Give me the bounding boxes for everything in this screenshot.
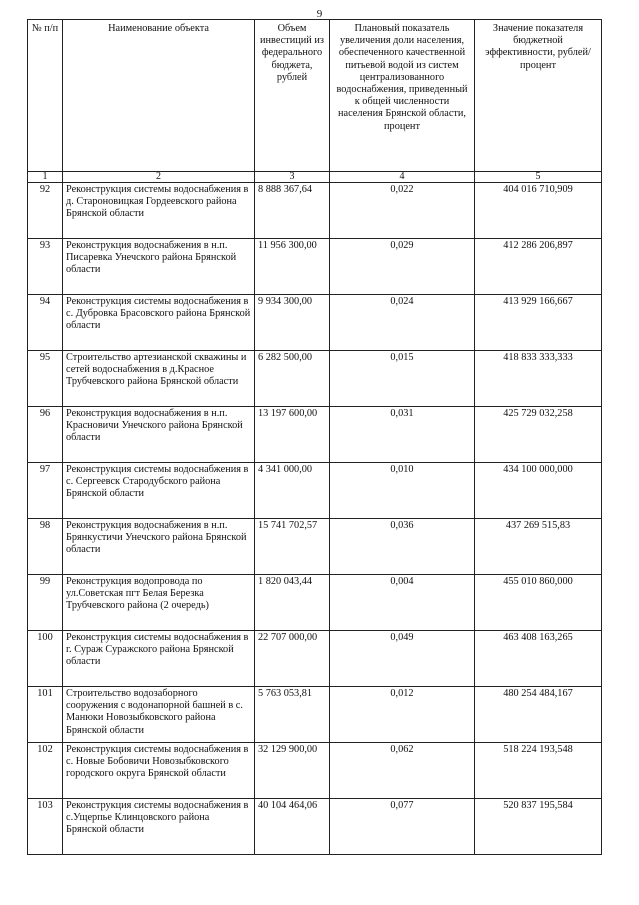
efficiency-value: 404 016 710,909 [475,183,602,239]
planned-indicator: 0,015 [330,351,475,407]
table-row [28,295,602,351]
table-row [28,239,602,295]
planned-indicator: 0,062 [330,743,475,799]
column-number: 2 [63,172,255,183]
object-name: Строительство артезианской скважины и сетей водоснабжения в д.Красное Трубчевского района Брянской области [63,351,255,407]
planned-indicator: 0,031 [330,407,475,463]
row-number: 96 [28,407,63,463]
planned-indicator: 0,004 [330,575,475,631]
object-name: Реконструкция системы водоснабжения в с. Сергеевск Стародубского района Брянской области [63,463,255,519]
row-number: 97 [28,463,63,519]
planned-indicator: 0,029 [330,239,475,295]
investment-amount: 6 282 500,00 [255,351,330,407]
investment-amount: 8 888 367,64 [255,183,330,239]
table-header-row [28,20,602,172]
efficiency-value: 518 224 193,548 [475,743,602,799]
object-name: Реконструкция водоснабжения в н.п. Красновичи Унечского района Брянской области [63,407,255,463]
header-efficiency: Значение показателя бюджетной эффективности, рублей/процент [475,20,602,172]
header-num: № п/п [28,20,63,172]
column-number: 3 [255,172,330,183]
investment-amount: 1 820 043,44 [255,575,330,631]
efficiency-value: 434 100 000,000 [475,463,602,519]
table-row [28,743,602,799]
column-number: 5 [475,172,602,183]
efficiency-value: 413 929 166,667 [475,295,602,351]
investment-amount: 15 741 702,57 [255,519,330,575]
column-number: 4 [330,172,475,183]
page-number: 9 [316,8,323,20]
investment-amount: 4 341 000,00 [255,463,330,519]
efficiency-value: 412 286 206,897 [475,239,602,295]
investment-amount: 22 707 000,00 [255,631,330,687]
row-number: 101 [28,687,63,743]
planned-indicator: 0,012 [330,687,475,743]
row-number: 94 [28,295,63,351]
efficiency-value: 455 010 860,000 [475,575,602,631]
planned-indicator: 0,024 [330,295,475,351]
column-number: 1 [28,172,63,183]
row-number: 95 [28,351,63,407]
table-row [28,799,602,855]
table-row [28,687,602,743]
efficiency-value: 480 254 484,167 [475,687,602,743]
investment-amount: 5 763 053,81 [255,687,330,743]
efficiency-value: 463 408 163,265 [475,631,602,687]
efficiency-value: 437 269 515,83 [475,519,602,575]
object-name: Реконструкция водоснабжения в н.п. Писаревка Унечского района Брянской области [63,239,255,295]
column-number-row [28,172,602,183]
object-name: Реконструкция системы водоснабжения в с. Дубровка Брасовского района Брянской области [63,295,255,351]
object-name: Реконструкция водоснабжения в н.п. Брянкустичи Унечского района Брянской области [63,519,255,575]
header-investment: Объем инвестиций из федерального бюджета, рублей [255,20,330,172]
planned-indicator: 0,049 [330,631,475,687]
investment-table [27,19,602,855]
row-number: 92 [28,183,63,239]
table-row [28,463,602,519]
object-name: Реконструкция системы водоснабжения в д. Староновицкая Гордеевского района Брянской области [63,183,255,239]
investment-amount: 13 197 600,00 [255,407,330,463]
efficiency-value: 425 729 032,258 [475,407,602,463]
object-name: Реконструкция водопровода по ул.Советская пгт Белая Березка Трубчевского района (2 очередь) [63,575,255,631]
investment-amount: 11 956 300,00 [255,239,330,295]
table-row [28,183,602,239]
table-row [28,351,602,407]
investment-amount: 32 129 900,00 [255,743,330,799]
planned-indicator: 0,010 [330,463,475,519]
row-number: 102 [28,743,63,799]
planned-indicator: 0,022 [330,183,475,239]
row-number: 100 [28,631,63,687]
planned-indicator: 0,036 [330,519,475,575]
object-name: Реконструкция системы водоснабжения в с.Ущерпье Клинцовского района Брянской области [63,799,255,855]
object-name: Строительство водозаборного сооружения с водонапорной башней в с. Манюки Новозыбковского района Брянской области [63,687,255,743]
efficiency-value: 418 833 333,333 [475,351,602,407]
investment-amount: 9 934 300,00 [255,295,330,351]
object-name: Реконструкция системы водоснабжения в г. Сураж Суражского района Брянской области [63,631,255,687]
row-number: 93 [28,239,63,295]
header-name: Наименование объекта [63,20,255,172]
row-number: 103 [28,799,63,855]
table-row [28,631,602,687]
header-indicator: Плановый показатель увеличения доли населения, обеспеченного качественной питьевой водой из систем централизованного водоснабжения, приведенный к общей численности населения Брянской области, процент [330,20,475,172]
efficiency-value: 520 837 195,584 [475,799,602,855]
row-number: 99 [28,575,63,631]
table-row [28,575,602,631]
table-row [28,407,602,463]
investment-amount: 40 104 464,06 [255,799,330,855]
object-name: Реконструкция системы водоснабжения в с. Новые Бобовичи Новозыбковского городского округа Брянской области [63,743,255,799]
planned-indicator: 0,077 [330,799,475,855]
row-number: 98 [28,519,63,575]
table-row [28,519,602,575]
